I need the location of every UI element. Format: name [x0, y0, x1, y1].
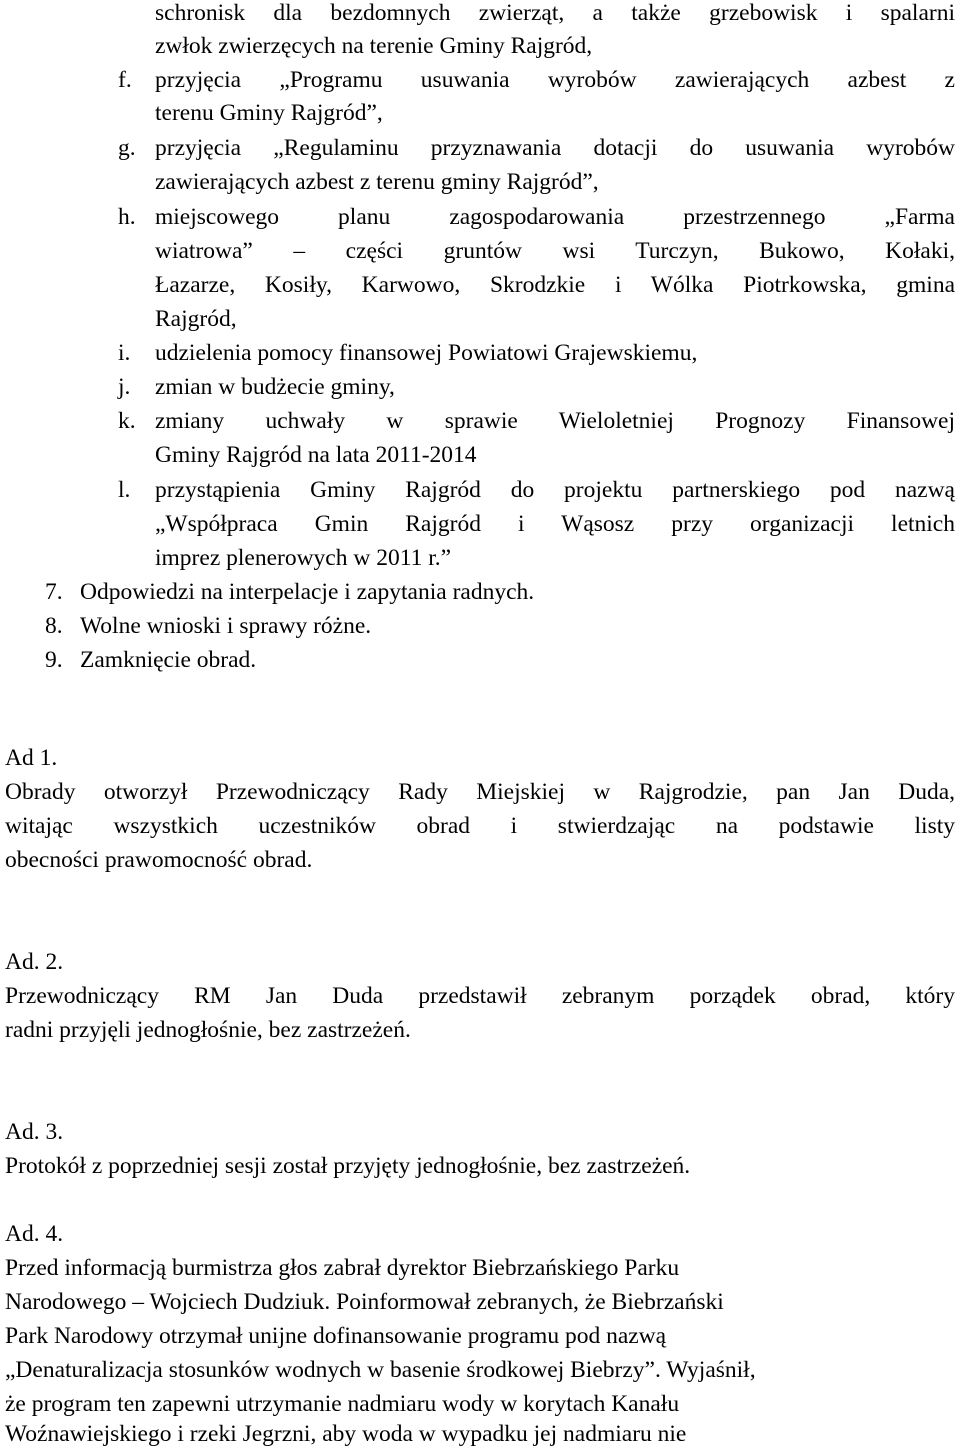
agenda-marker: 7. [45, 579, 63, 605]
list-item-k: Gminy Rajgród na lata 2011-2014 [155, 442, 477, 468]
section-heading: Ad. 4. [5, 1221, 64, 1247]
list-marker: g. [118, 135, 136, 161]
list-item-e-continuation: schronisk dla bezdomnych zwierząt, a także grzebowisk i spalarni [155, 0, 955, 26]
section-paragraph-line: Narodowego – Wojciech Dudziuk. Poinformował zebranych, że Biebrzański [5, 1289, 724, 1315]
section-paragraph-line: radni przyjęli jednogłośnie, bez zastrzeżeń. [5, 1017, 411, 1043]
section-paragraph-line: Przed informacją burmistrza głos zabrał dyrektor Biebrzańskiego Parku [5, 1255, 680, 1281]
section-paragraph-line: „Denaturalizacja stosunków wodnych w basenie środkowej Biebrzy”. Wyjaśnił, [5, 1357, 756, 1383]
list-item-k: zmiany uchwały w sprawie Wieloletniej Prognozy Finansowej [155, 408, 955, 434]
section-paragraph-line: Przewodniczący RM Jan Duda przedstawił zebranym porządek obrad, który [5, 983, 955, 1009]
list-item-i: udzielenia pomocy finansowej Powiatowi Grajewskiemu, [155, 340, 698, 366]
list-item-h: miejscowego planu zagospodarowania przestrzennego „Farma [155, 204, 955, 230]
list-marker: l. [118, 477, 131, 503]
section-paragraph-line: obecności prawomocność obrad. [5, 847, 313, 873]
list-item-f: przyjęcia „Programu usuwania wyrobów zawierających azbest z [155, 67, 955, 93]
list-marker: f. [118, 67, 132, 93]
list-marker: k. [118, 408, 136, 434]
list-item-g: przyjęcia „Regulaminu przyznawania dotacji do usuwania wyrobów [155, 135, 955, 161]
list-item-j: zmian w budżecie gminy, [155, 374, 395, 400]
list-item-l: przystąpienia Gminy Rajgród do projektu partnerskiego pod nazwą [155, 477, 955, 503]
section-paragraph-line: Park Narodowy otrzymał unijne dofinansowanie programu pod nazwą [5, 1323, 667, 1349]
list-item-f: terenu Gminy Rajgród”, [155, 100, 383, 126]
list-item-h: wiatrowa” – części gruntów wsi Turczyn, Bukowo, Kołaki, [155, 238, 955, 264]
agenda-item: Wolne wnioski i sprawy różne. [80, 613, 372, 639]
list-item-h: Rajgród, [155, 306, 237, 332]
list-item-e-continuation: zwłok zwierzęcych na terenie Gminy Rajgród, [155, 33, 593, 59]
section-paragraph-line: Obrady otworzył Przewodniczący Rady Miejskiej w Rajgrodzie, pan Jan Duda, [5, 779, 955, 805]
agenda-marker: 9. [45, 647, 63, 673]
list-marker: h. [118, 204, 136, 230]
list-item-g: zawierających azbest z terenu gminy Rajgród”, [155, 169, 599, 195]
list-item-l: imprez plenerowych w 2011 r.” [155, 545, 452, 571]
list-marker: j. [118, 374, 131, 400]
section-heading: Ad. 2. [5, 949, 64, 975]
agenda-item: Zamknięcie obrad. [80, 647, 257, 673]
list-marker: i. [118, 340, 131, 366]
agenda-marker: 8. [45, 613, 63, 639]
list-item-h: Łazarze, Kosiły, Karwowo, Skrodzkie i Wólka Piotrkowska, gmina [155, 272, 955, 298]
section-paragraph-line: że program ten zapewni utrzymanie nadmiaru wody w korytach Kanału [5, 1391, 680, 1417]
section-paragraph-line: Protokół z poprzedniej sesji został przyjęty jednogłośnie, bez zastrzeżeń. [5, 1153, 691, 1179]
section-paragraph-line: witając wszystkich uczestników obrad i stwierdzając na podstawie listy [5, 813, 955, 839]
section-heading: Ad 1. [5, 745, 58, 771]
list-item-l: „Współpraca Gmin Rajgród i Wąsosz przy organizacji letnich [155, 511, 955, 537]
section-heading: Ad. 3. [5, 1119, 64, 1145]
section-paragraph-line: Woźnawiejskiego i rzeki Jegrzni, aby woda w wypadku jej nadmiaru nie [5, 1421, 687, 1447]
agenda-item: Odpowiedzi na interpelacje i zapytania radnych. [80, 579, 535, 605]
